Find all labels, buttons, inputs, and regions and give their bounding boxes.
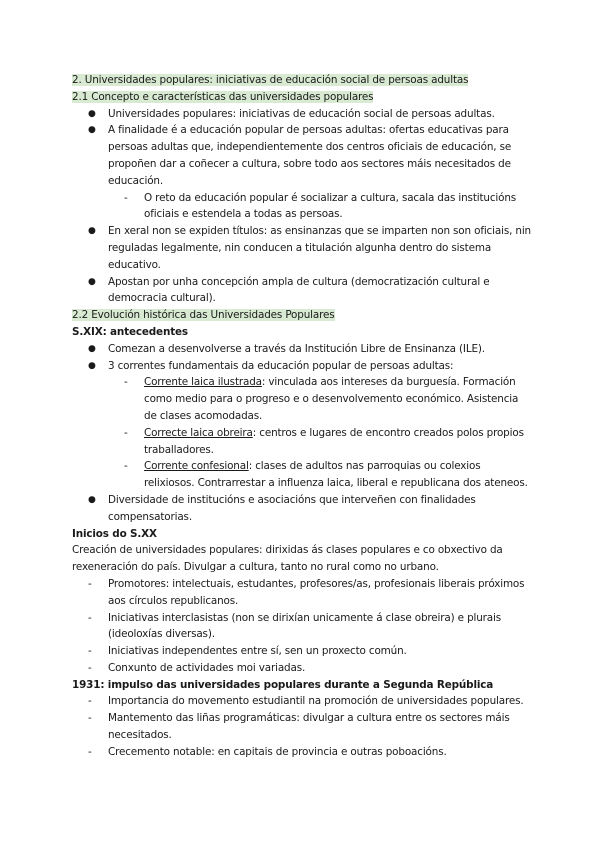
current-label: Corrente confesional (144, 460, 249, 473)
list-item: ● Apostan por unha concepción ampla de cultura (democratización cultural e democracia cultural). (72, 274, 532, 308)
sub-list-item: - O reto da educación popular é socializar a cultura, sacala das institucións oficiais e estendela a todas as persoas. (72, 190, 532, 224)
list-item: ● En xeral non se expiden títulos: as ensinanzas que se imparten non son oficiais, nin reguladas legalmente, nin conducen a titulación algunha dentro do sistema educativo. (72, 223, 532, 273)
concept-heading: 2.1 Concepto e características das universidades populares (72, 90, 374, 103)
list-item: - Importancia do movemento estudiantil na promoción de universidades populares. (72, 693, 532, 710)
list-item: ● Comezan a desenvolverse a través da Institución Libre de Ensinanza (ILE). (72, 341, 532, 358)
sub-list-item (72, 425, 532, 459)
xx-heading: Inicios do S.XX (72, 527, 157, 540)
list-item: ● Diversidade de institucións e asociacións que interveñen con finalidades compensatorias. (72, 492, 532, 526)
list-item: - Conxunto de actividades moi variadas. (72, 660, 532, 677)
evolution-heading: 2.2 Evolución histórica das Universidades Populares (72, 309, 335, 322)
list-item: - Iniciativas interclasistas (non se dirixían unicamente á clase obreira) e plurais (ideoloxías diversas). (72, 610, 532, 644)
list-item: ● Universidades populares: iniciativas de educación social de persoas adultas. (72, 106, 532, 123)
y1931-heading: 1931: impulso das universidades populares durante a Segunda República (72, 678, 494, 691)
list-item: - Crecemento notable: en capitais de provincia e outras poboacións. (72, 744, 532, 761)
xx-intro: Creación de universidades populares: dirixidas ás clases populares e co obxectivo da rexeneración do país. Divulgar a cultura, tanto no rural como no urbano. (72, 544, 503, 574)
list-item: ● A finalidade é a educación popular de persoas adultas: ofertas educativas para persoas adultas que, independientemente dos centros oficiais de educación, se propoñen dar a coñecer a cultura, sobre todo aos sectores máis necesitados de educación. (72, 122, 532, 189)
list-item: - Iniciativas independentes entre sí, sen un proxecto común. (72, 643, 532, 660)
xix-heading: S.XIX: antecedentes (72, 325, 188, 338)
current-text: : vinculada aos intereses da burguesía. Formación como medio para o progreso e o desenvolvemento económico. Asistencia de clases acomodadas. (144, 376, 519, 422)
current-text: : clases de adultos nas parroquias ou colexios relixiosos. Contrarrestar a influenza laica, liberal e republicana dos ateneos. (144, 460, 528, 490)
xx-list (72, 576, 532, 677)
current-text: : centros e lugares de encontro creados polos propios traballadores. (144, 426, 524, 456)
list-item: - Mantemento das liñas programáticas: divulgar a cultura entre os sectores máis necesitados. (72, 710, 532, 744)
sub-list-item (72, 458, 532, 492)
list-item: ● 3 correntes fundamentais da educación popular de persoas adultas: (72, 358, 532, 375)
current-label: Corrente laica ilustrada (144, 376, 262, 389)
xix-list (72, 341, 532, 526)
concept-list (72, 106, 532, 308)
document-body (72, 72, 532, 761)
section-title: 2. Universidades populares: iniciativas de educación social de persoas adultas (72, 74, 469, 86)
y1931-list (72, 693, 532, 760)
sub-list-item (72, 374, 532, 424)
list-item: - Promotores: intelectuais, estudantes, profesores/as, profesionais liberais próximos aos círculos republicanos. (72, 576, 532, 610)
current-label: Correcte laica obreira (144, 426, 253, 439)
